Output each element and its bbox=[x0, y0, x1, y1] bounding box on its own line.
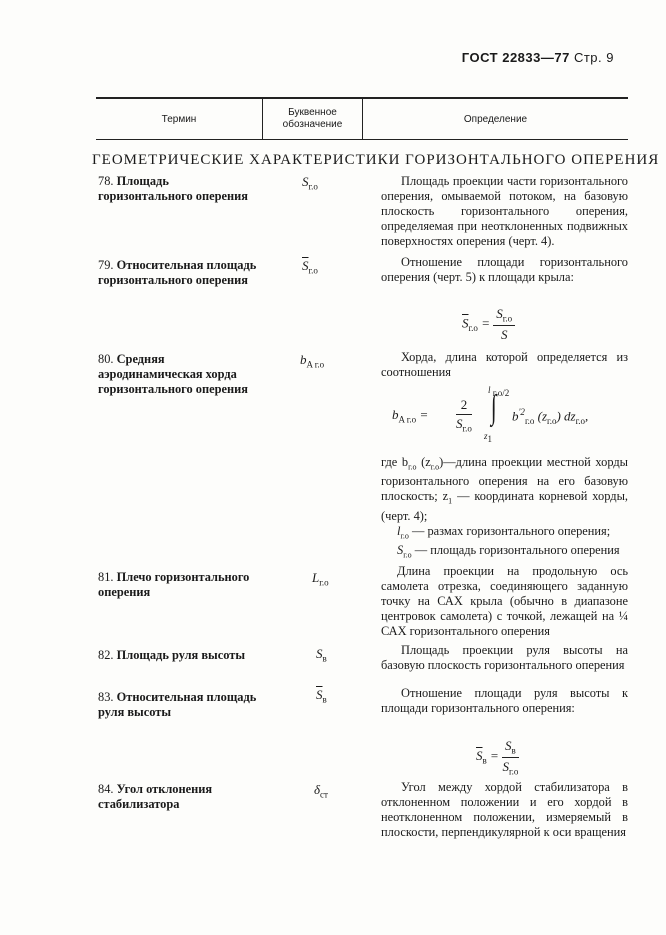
term-78: 78. Площадь горизонтального оперения bbox=[98, 174, 248, 203]
symbol-80: $b_{A г.о}$ bbox=[300, 352, 325, 370]
symbol-78: $S_{г.о}$ bbox=[302, 174, 318, 192]
symbol-79: $\overline{S}_{г.о}$ bbox=[302, 258, 318, 276]
page-number: Стр. 9 bbox=[573, 50, 614, 65]
column-header-symbol: Буквенное обозначение bbox=[282, 107, 343, 130]
definition-84: Угол между хордой стабилизатора в отклоненном положении и его хордой в неотклоненном положении, измеряемый в плоскости, перпендикулярной к оси вращения bbox=[381, 780, 628, 839]
formula-79: $\overline{S}_{г.о}$ = $\frac{S_{г.о}}{S}$ bbox=[462, 306, 515, 343]
table-header-bottom-rule bbox=[96, 139, 628, 140]
symbol-84: $\delta_{ст}$ bbox=[314, 782, 328, 800]
definition-80-where: где $b_{г.о}$ $(z_{г.о})—длина$ проекции местной хорды горизонтального оперения на его базовую плоскость; $z_1$ — координата корневой хорды, (черт. 4); $l_{г.о}$ — размах горизонтального оперения; $S_{г.о}$ — площадь горизонтального оперения bbox=[381, 455, 628, 560]
definition-80: Хорда, длина которой определяется из соотношения bbox=[381, 350, 628, 379]
standard-number: ГОСТ 22833—77 bbox=[461, 50, 570, 65]
column-header-definition: Определение bbox=[463, 114, 528, 125]
formula-83: $\overline{S}_в$ = $\frac{S_в}{S_{г.о}}$ bbox=[476, 738, 519, 777]
symbol-81: $L_{г.о}$ bbox=[312, 570, 329, 588]
term-84: 84. Угол отклонения стабилизатора bbox=[98, 782, 213, 811]
definition-83: Отношение площади руля высоты к площади горизонтального оперения: bbox=[381, 686, 628, 715]
formula-80: $b_{A г.о}$ = 2 $S_{г.о}$ l $_{г.о/2}$ ∫ $z_1$ $b^{'2}_{г.о}$ $(z_{г.о})$ $dz_{г.о}$, bbox=[392, 385, 589, 444]
column-header-term: Термин bbox=[161, 114, 197, 125]
term-79: 79. Относительная площадь горизонтального оперения bbox=[98, 258, 257, 287]
definition-78: Площадь проекции части горизонтального оперения, омываемой потоком, на базовую плоскость горизонтального оперения, определяемая при неотклоненных подвижных поверхностях оперения (черт. 4). bbox=[381, 174, 628, 248]
term-83: 83. Относительная площадь руля высоты bbox=[98, 690, 257, 719]
definition-79: Отношение площади горизонтального оперения (черт. 5) к площади крыла: bbox=[381, 255, 628, 284]
term-81: 81. Плечо горизонтального оперения bbox=[98, 570, 250, 599]
definition-82: Площадь проекции руля высоты на базовую плоскость горизонтального оперения bbox=[381, 643, 628, 672]
definition-81: Длина проекции на продольную ось самолета отрезка, соединяющего заданную точку на САХ крыла (обычно в диапазоне центровок самолета) с точкой, лежащей на ¼ САХ горизонтального оперения bbox=[381, 564, 628, 638]
symbol-83: $\overline{S}_в$ bbox=[316, 687, 327, 705]
term-80: 80. Средняя аэродинамическая хорда горизонтального оперения bbox=[98, 352, 248, 396]
term-82: 82. Площадь руля высоты bbox=[98, 648, 245, 662]
page-header bbox=[462, 50, 614, 65]
section-title: ГЕОМЕТРИЧЕСКИЕ ХАРАКТЕРИСТИКИ ГОРИЗОНТАЛЬНОГО ОПЕРЕНИЯ bbox=[92, 152, 660, 168]
symbol-82: $S_в$ bbox=[316, 646, 327, 664]
